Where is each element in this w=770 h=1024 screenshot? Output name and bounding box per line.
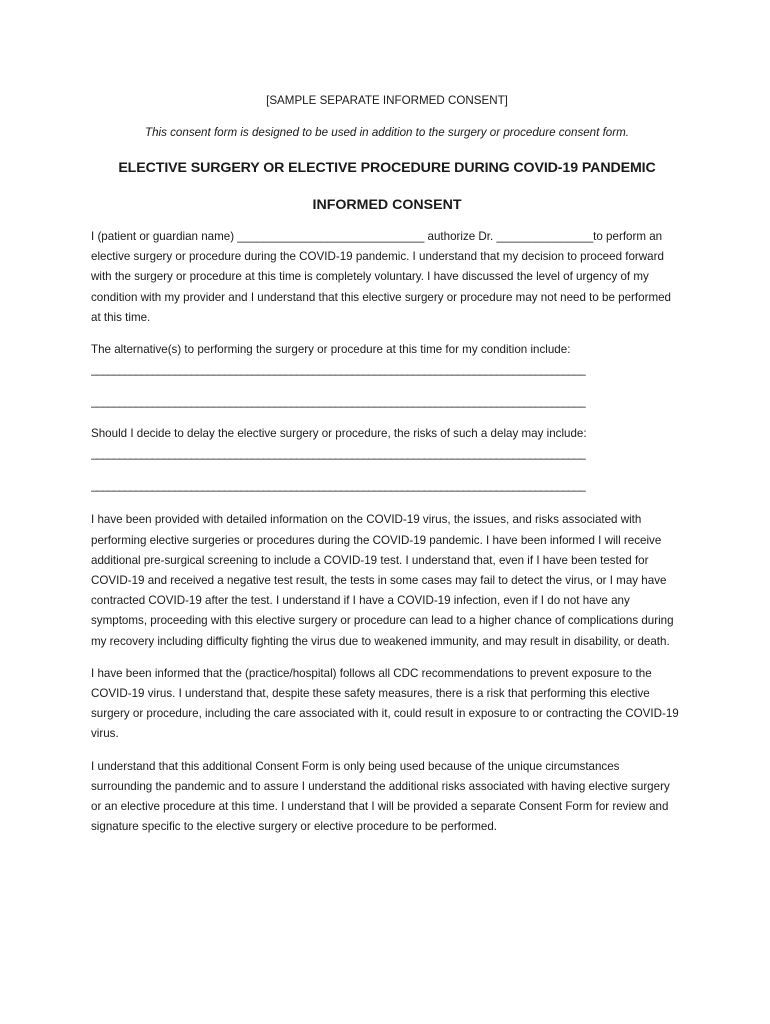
covid-information-paragraph: I have been provided with detailed information on the COVID-19 virus, the issues, and risks associated with performing elective surgeries or procedures during the COVID-19 pandemic. I have been informed I will receive additional pre-surgical screening to include a COVID-19 test. I understand that, even if I have been tested for COVID-19 and received a negative test result, the tests in some cases may fail to detect the virus, or I may have contracted COVID-19 after the test. I understand if I have a COVID-19 infection, even if I do not have any symptoms, proceeding with this elective surgery or procedure can lead to a higher chance of complications during my recovery including difficulty fighting the virus due to weakened immunity, and may result in disability, or death. [91, 513, 674, 648]
authorization-paragraph: I (patient or guardian name) _____________________________ authorize Dr. _______________to perform an elective surgery or procedure during the COVID-19 pandemic. I understand that my decision to proceed forward with the surgery or procedure at this time is completely voluntary. I have discussed the level of urgency of my condition with my provider and I understand that this elective surgery or procedure may not need to be performed at this time. [91, 230, 672, 324]
document-title: ELECTIVE SURGERY OR ELECTIVE PROCEDURE DURING COVID-19 PANDEMIC [118, 160, 656, 176]
document-title-line2: INFORMED CONSENT [312, 197, 462, 213]
form-usage-subtitle: This consent form is designed to be used in addition to the surgery or procedure consent form. [145, 126, 629, 139]
alternatives-blank-line-1[interactable]: _________________________________________________________________________________________ [91, 363, 585, 377]
cdc-recommendations-paragraph: I have been informed that the (practice/hospital) follows all CDC recommendations to prevent exposure to the COVID-19 virus. I understand that, despite these safety measures, there is a risk that performing this elective surgery or procedure, including the care associated with it, could result in exposure to or contracting the COVID-19 virus. [91, 666, 679, 741]
document-body [91, 93, 683, 849]
delay-risks-prompt: Should I decide to delay the elective surgery or procedure, the risks of such a delay may include: [91, 427, 587, 441]
sample-header-note: [SAMPLE SEPARATE INFORMED CONSENT] [266, 94, 508, 107]
alternatives-prompt: The alternative(s) to performing the surgery or procedure at this time for my condition include: [91, 343, 571, 357]
additional-consent-paragraph: I understand that this additional Consent Form is only being used because of the unique circumstances surrounding the pandemic and to assure I understand the additional risks associated with having elective surgery or an elective procedure at this time. I understand that I will be provided a separate Consent Form for review and signature specific to the elective surgery or elective procedure to be performed. [91, 759, 670, 834]
delay-risks-blank-line-2[interactable]: _________________________________________________________________________________________ [91, 479, 585, 493]
delay-risks-blank-line-1[interactable]: _________________________________________________________________________________________ [91, 447, 585, 461]
alternatives-blank-line-2[interactable]: _________________________________________________________________________________________ [91, 395, 585, 409]
